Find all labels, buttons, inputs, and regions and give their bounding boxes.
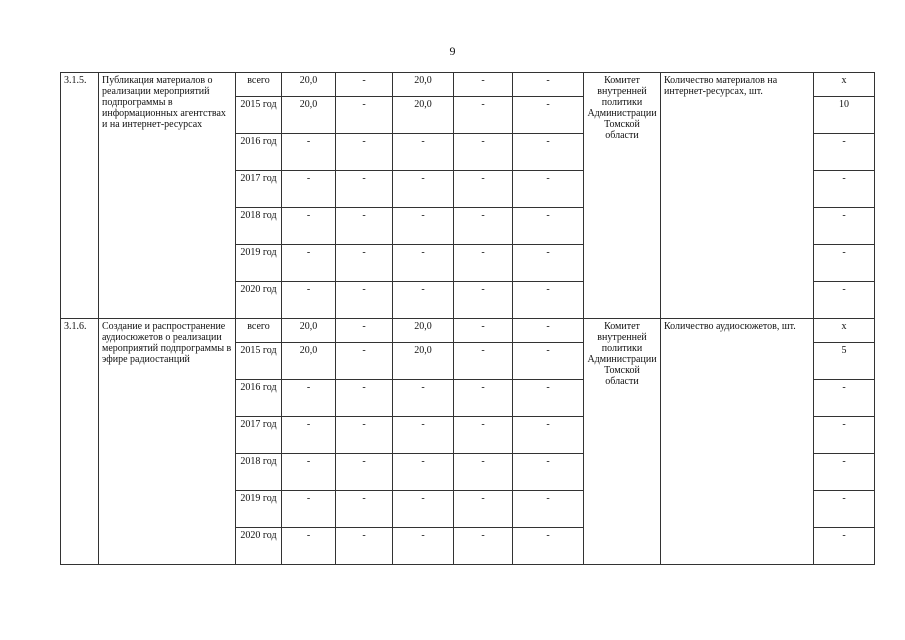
target-value: -	[814, 208, 875, 245]
value-cell: -	[454, 73, 513, 97]
measure-name: Публикация материалов о реализации мероприятий подпрограммы в информационных агентствах и на интернет-ресурсах	[99, 73, 236, 319]
value-cell: -	[454, 491, 513, 528]
value-cell: -	[336, 73, 393, 97]
value-cell: -	[336, 282, 393, 319]
value-cell: 20,0	[282, 73, 336, 97]
value-cell: -	[336, 208, 393, 245]
value-cell: -	[513, 73, 584, 97]
value-cell: -	[393, 454, 454, 491]
page-number: 9	[449, 44, 456, 58]
value-cell: -	[282, 528, 336, 565]
value-cell: -	[336, 343, 393, 380]
value-cell: -	[336, 528, 393, 565]
value-cell: -	[454, 528, 513, 565]
value-cell: -	[282, 245, 336, 282]
indicator: Количество материалов на интернет-ресурсах, шт.	[661, 73, 814, 319]
value-cell: -	[513, 417, 584, 454]
target-value: х	[814, 319, 875, 343]
indicator: Количество аудиосюжетов, шт.	[661, 319, 814, 565]
measure-code: 3.1.5.	[61, 73, 99, 319]
value-cell: -	[336, 319, 393, 343]
value-cell: -	[454, 171, 513, 208]
value-cell: -	[513, 208, 584, 245]
year-label: всего	[236, 319, 282, 343]
value-cell: -	[513, 245, 584, 282]
value-cell: -	[454, 319, 513, 343]
year-label: 2019 год	[236, 491, 282, 528]
value-cell: -	[513, 171, 584, 208]
program-table	[60, 72, 875, 565]
value-cell: -	[393, 282, 454, 319]
value-cell: -	[393, 171, 454, 208]
year-label: 2020 год	[236, 528, 282, 565]
value-cell: -	[513, 380, 584, 417]
year-label: 2016 год	[236, 134, 282, 171]
year-label: 2018 год	[236, 454, 282, 491]
target-value: -	[814, 134, 875, 171]
target-value: -	[814, 528, 875, 565]
target-value: -	[814, 171, 875, 208]
value-cell: -	[513, 282, 584, 319]
year-label: 2015 год	[236, 343, 282, 380]
value-cell: -	[336, 454, 393, 491]
value-cell: -	[513, 97, 584, 134]
value-cell: -	[336, 171, 393, 208]
value-cell: 20,0	[282, 343, 336, 380]
value-cell: 20,0	[393, 343, 454, 380]
target-value: х	[814, 73, 875, 97]
year-label: 2015 год	[236, 97, 282, 134]
measure-name: Создание и распространение аудиосюжетов о реализации мероприятий подпрограммы в эфире радиостанций	[99, 319, 236, 565]
value-cell: -	[393, 491, 454, 528]
target-value: -	[814, 417, 875, 454]
measure-code: 3.1.6.	[61, 319, 99, 565]
value-cell: -	[454, 134, 513, 171]
value-cell: -	[336, 245, 393, 282]
value-cell: -	[282, 171, 336, 208]
value-cell: -	[336, 491, 393, 528]
value-cell: -	[282, 491, 336, 528]
value-cell: -	[454, 245, 513, 282]
value-cell: -	[454, 343, 513, 380]
value-cell: -	[454, 417, 513, 454]
value-cell: -	[454, 282, 513, 319]
value-cell: -	[393, 134, 454, 171]
target-value: -	[814, 380, 875, 417]
value-cell: -	[454, 454, 513, 491]
year-label: 2017 год	[236, 417, 282, 454]
value-cell: -	[454, 97, 513, 134]
value-cell: -	[513, 491, 584, 528]
value-cell: -	[282, 417, 336, 454]
year-label: 2017 год	[236, 171, 282, 208]
year-label: 2020 год	[236, 282, 282, 319]
executor: Комитет внутренней политики Администрации Томской области	[584, 319, 661, 565]
table-body	[61, 73, 875, 565]
value-cell: -	[336, 417, 393, 454]
value-cell: 20,0	[282, 97, 336, 134]
value-cell: 20,0	[393, 73, 454, 97]
value-cell: -	[336, 380, 393, 417]
value-cell: -	[336, 134, 393, 171]
value-cell: -	[282, 282, 336, 319]
value-cell: -	[393, 380, 454, 417]
value-cell: 20,0	[393, 97, 454, 134]
value-cell: -	[513, 319, 584, 343]
target-value: -	[814, 454, 875, 491]
target-value: -	[814, 491, 875, 528]
value-cell: -	[336, 97, 393, 134]
target-value: 10	[814, 97, 875, 134]
value-cell: -	[513, 343, 584, 380]
value-cell: -	[393, 528, 454, 565]
value-cell: 20,0	[393, 319, 454, 343]
value-cell: -	[454, 208, 513, 245]
value-cell: -	[282, 380, 336, 417]
value-cell: -	[513, 528, 584, 565]
year-label: 2019 год	[236, 245, 282, 282]
value-cell: -	[454, 380, 513, 417]
table-row	[61, 73, 875, 97]
value-cell: -	[393, 245, 454, 282]
table-row	[61, 319, 875, 343]
executor: Комитет внутренней политики Администрации Томской области	[584, 73, 661, 319]
year-label: 2016 год	[236, 380, 282, 417]
value-cell: -	[393, 208, 454, 245]
value-cell: -	[282, 134, 336, 171]
value-cell: -	[393, 417, 454, 454]
target-value: 5	[814, 343, 875, 380]
value-cell: -	[513, 134, 584, 171]
value-cell: -	[282, 208, 336, 245]
value-cell: -	[513, 454, 584, 491]
value-cell: 20,0	[282, 319, 336, 343]
target-value: -	[814, 282, 875, 319]
value-cell: -	[282, 454, 336, 491]
year-label: всего	[236, 73, 282, 97]
target-value: -	[814, 245, 875, 282]
year-label: 2018 год	[236, 208, 282, 245]
